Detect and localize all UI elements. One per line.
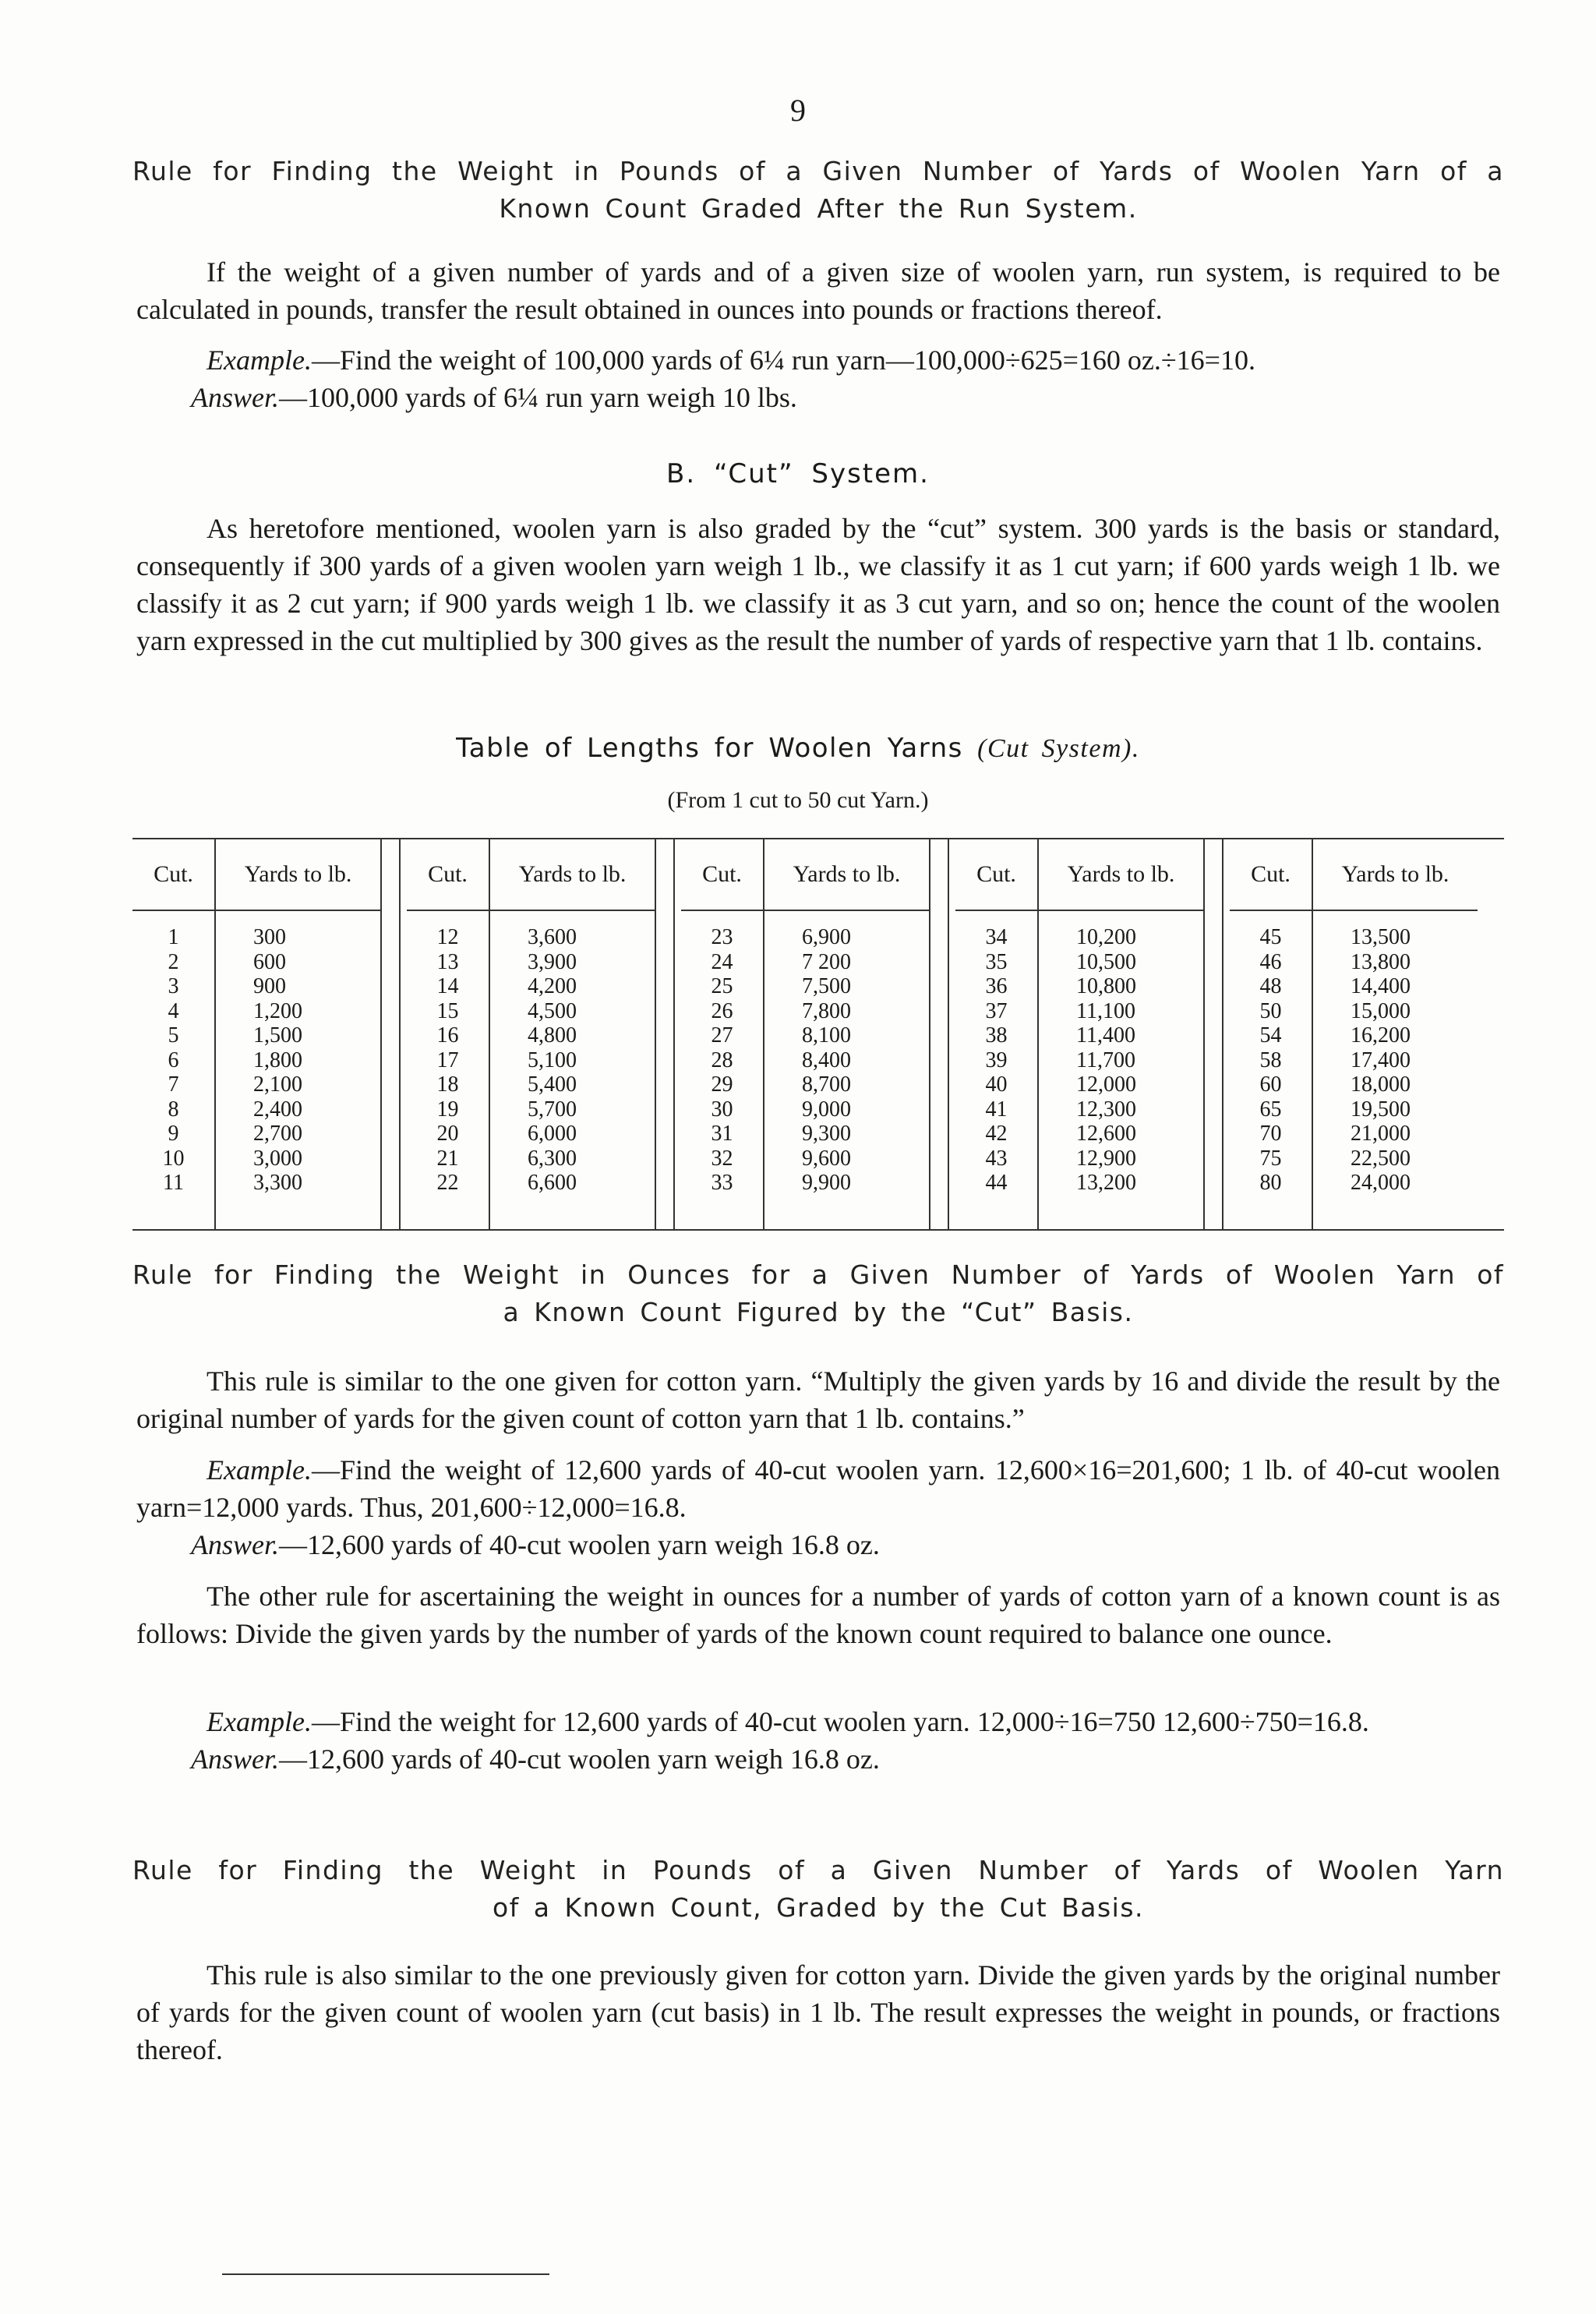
cut-value: 80: [1259, 1171, 1282, 1195]
cut-value: 36: [985, 974, 1008, 998]
cut-value: 11: [163, 1171, 184, 1195]
cut-value: 31: [711, 1122, 733, 1146]
cut-value: 9: [168, 1122, 179, 1146]
table-title: [0, 733, 1596, 764]
yards-value: 1,800: [253, 1047, 302, 1072]
cut-value: 15: [436, 998, 459, 1023]
cut-value: 30: [711, 1097, 733, 1122]
cut-value: 38: [985, 1023, 1008, 1047]
yards-value: 5,100: [528, 1047, 577, 1072]
paragraph-run-system: [136, 253, 1500, 328]
yards-value: 11,700: [1076, 1047, 1135, 1072]
heading-pounds-cut-basis: [132, 1852, 1504, 1927]
yards-value: 4,200: [528, 974, 577, 998]
answer-label: Answer.: [191, 382, 280, 413]
cut-value: 3: [168, 974, 179, 998]
yards-value: 6,600: [528, 1171, 577, 1195]
yards-value: 11,100: [1076, 998, 1135, 1023]
cut-value: 4: [168, 998, 179, 1023]
yards-value: 6,900: [802, 925, 851, 949]
paragraph-text: If the weight of a given number of yards and of a given size of woolen yarn, run system, is required to be calculated in pounds, transfer the result obtained in ounces into pounds or fractions thereof.: [136, 256, 1500, 325]
cut-value: 46: [1259, 949, 1282, 974]
answer-line: [136, 379, 1500, 416]
yards-value: 17,400: [1351, 1047, 1411, 1072]
cut-column: [955, 925, 1037, 1196]
cut-value: 17: [436, 1047, 459, 1072]
yards-value: 3,600: [528, 925, 577, 949]
yards-value: 22,500: [1351, 1146, 1411, 1171]
heading-line-2: a Known Count Figured by the “Cut” Basis.: [503, 1297, 1134, 1327]
cut-value: 35: [985, 949, 1008, 974]
cut-value: 42: [985, 1122, 1008, 1146]
yards-value: 12,300: [1076, 1097, 1136, 1122]
table-group-1: [132, 839, 407, 1229]
yards-value: 600: [253, 949, 286, 974]
cut-value: 27: [711, 1023, 733, 1047]
yards-value: 3,000: [253, 1146, 302, 1171]
heading-line-2: Known Count Graded After the Run System.: [499, 193, 1138, 224]
paragraph-text: This rule is similar to the one given for cotton yarn. “Multiply the given yards by 16 and divide the result by the original number of yards for the given count of cotton yarn that 1 lb. contains.”: [136, 1365, 1500, 1434]
yards-value: 7,800: [802, 998, 851, 1023]
cut-column: [681, 925, 763, 1196]
cut-value: 6: [168, 1047, 179, 1072]
table-title-text: Table of Lengths for Woolen Yarns: [456, 733, 978, 764]
heading-ounces-cut-basis: [132, 1256, 1504, 1331]
cut-column: [407, 925, 489, 1196]
cut-value: 8: [168, 1097, 179, 1122]
cut-value: 5: [168, 1023, 179, 1047]
yards-value: 5,700: [528, 1097, 577, 1122]
yards-value: 3,900: [528, 949, 577, 974]
answer-label: Answer.: [191, 1529, 280, 1560]
yards-value: 16,200: [1351, 1023, 1411, 1047]
paragraph-cut-system: [136, 510, 1500, 659]
yards-value: 21,000: [1351, 1122, 1411, 1146]
answer-text: —12,600 yards of 40-cut woolen yarn weigh 16.8 oz.: [279, 1743, 880, 1775]
yards-column: [802, 925, 919, 1196]
cut-column: [132, 925, 214, 1196]
example-text: —Find the weight of 100,000 yards of 6¼ run yarn—100,000÷625=160 oz.÷16=10.: [311, 344, 1255, 376]
yards-value: 2,700: [253, 1122, 302, 1146]
yards-value: 9,000: [802, 1097, 851, 1122]
cut-value: 2: [168, 949, 179, 974]
cut-value: 60: [1259, 1072, 1282, 1097]
cut-value: 44: [985, 1171, 1008, 1195]
yards-value: 13,800: [1351, 949, 1411, 974]
cut-value: 32: [711, 1146, 733, 1171]
yards-value: 18,000: [1351, 1072, 1411, 1097]
cut-value: 39: [985, 1047, 1008, 1072]
answer-line: [136, 1526, 1500, 1563]
answer-line: [136, 1740, 1500, 1778]
column-header-yards: Yards to lb.: [244, 861, 352, 887]
column-header-cut: Cut.: [1251, 861, 1291, 887]
cut-value: 58: [1259, 1047, 1282, 1072]
column-header-cut: Cut.: [976, 861, 1016, 887]
heading-line-2: of a Known Count, Graded by the Cut Basis.: [492, 1892, 1145, 1923]
example-label: Example.: [207, 1706, 312, 1737]
page-number: 9: [790, 93, 806, 128]
table-group-4: [955, 839, 1230, 1229]
cut-value: 1: [168, 925, 179, 949]
yards-value: 12,900: [1076, 1146, 1136, 1171]
yards-value: 9,300: [802, 1122, 851, 1146]
cut-value: 18: [436, 1072, 459, 1097]
cut-value: 28: [711, 1047, 733, 1072]
cut-value: 33: [711, 1171, 733, 1195]
cut-value: 24: [711, 949, 733, 974]
cut-value: 48: [1259, 974, 1282, 998]
yards-value: 4,800: [528, 1023, 577, 1047]
cut-value: 16: [436, 1023, 459, 1047]
yards-column: [528, 925, 644, 1196]
cut-value: 13: [436, 949, 459, 974]
column-header-yards: Yards to lb.: [793, 861, 901, 887]
paragraph-pounds-rule: [136, 1956, 1500, 2068]
yards-value: 14,400: [1351, 974, 1411, 998]
yards-value: 13,200: [1076, 1171, 1136, 1195]
yards-value: 10,200: [1076, 925, 1136, 949]
cut-value: 10: [162, 1146, 185, 1171]
yards-column: [1351, 925, 1467, 1196]
paragraph-text: This rule is also similar to the one previously given for cotton yarn. Divide the given yards by the original number of yards for the given count of woolen yarn (cut basis) in 1 lb. The result expresses the weight in pounds, or fractions thereof.: [136, 1959, 1500, 2065]
answer-text: —12,600 yards of 40-cut woolen yarn weigh 16.8 oz.: [279, 1529, 880, 1560]
yards-value: 13,500: [1351, 925, 1411, 949]
cut-value: 65: [1259, 1097, 1282, 1122]
cut-value: 41: [985, 1097, 1008, 1122]
heading-line-1: Rule for Finding the Weight in Pounds of a Given Number of Yards of Woolen Yarn: [132, 1855, 1504, 1885]
yards-value: 9,900: [802, 1171, 851, 1195]
cut-value: 14: [436, 974, 459, 998]
footer-rule: [222, 2273, 549, 2275]
heading-run-system-pounds: [132, 153, 1504, 228]
example-label: Example.: [207, 344, 312, 376]
yards-value: 300: [253, 925, 286, 949]
column-header-cut: Cut.: [702, 861, 742, 887]
cut-value: 37: [985, 998, 1008, 1023]
column-header-yards: Yards to lb.: [518, 861, 627, 887]
yards-value: 9,600: [802, 1146, 851, 1171]
paragraph-similar-rule: [136, 1362, 1500, 1437]
yards-value: 2,400: [253, 1097, 302, 1122]
answer-text: —100,000 yards of 6¼ run yarn weigh 10 lbs.: [279, 382, 797, 413]
yards-value: 3,300: [253, 1171, 302, 1195]
column-header-yards: Yards to lb.: [1067, 861, 1175, 887]
cut-value: 40: [985, 1072, 1008, 1097]
table-group-5: [1230, 839, 1504, 1229]
cut-value: 23: [711, 925, 733, 949]
example-ounces: [136, 1451, 1500, 1563]
yards-value: 5,400: [528, 1072, 577, 1097]
yards-value: 12,000: [1076, 1072, 1136, 1097]
cut-value: 70: [1259, 1122, 1282, 1146]
example-text: —Find the weight of 12,600 yards of 40-cut woolen yarn. 12,600×16=201,600; 1 lb. of 40-cut woolen yarn=12,000 yards. Thus, 201,600÷12,000=16.8.: [136, 1454, 1500, 1523]
cut-value: 20: [436, 1122, 459, 1146]
yards-value: 900: [253, 974, 286, 998]
section-title-cut-system: B. “Cut” System.: [666, 458, 930, 489]
yards-value: 19,500: [1351, 1097, 1411, 1122]
yards-value: 4,500: [528, 998, 577, 1023]
yards-value: 24,000: [1351, 1171, 1411, 1195]
yards-value: 1,200: [253, 998, 302, 1023]
yards-value: 8,700: [802, 1072, 851, 1097]
paragraph-text: The other rule for ascertaining the weight in ounces for a number of yards of cotton yarn of a known count is as follows: Divide the given yards by the number of yards of the known count required to balance one ounce.: [136, 1581, 1500, 1649]
example-label: Example.: [207, 1454, 312, 1486]
cut-value: 12: [436, 925, 459, 949]
column-header-cut: Cut.: [428, 861, 468, 887]
example-other-rule: [136, 1703, 1500, 1778]
yards-value: 10,500: [1076, 949, 1136, 974]
yarn-length-table: [132, 838, 1504, 1231]
table-group-2: [407, 839, 681, 1229]
heading-line-1: Rule for Finding the Weight in Ounces for a Given Number of Yards of Woolen Yarn of: [132, 1259, 1504, 1290]
heading-line-1: Rule for Finding the Weight in Pounds of a Given Number of Yards of Woolen Yarn of a: [132, 156, 1504, 186]
cut-value: 50: [1259, 998, 1282, 1023]
paragraph-other-rule: [136, 1577, 1500, 1652]
yards-value: 1,500: [253, 1023, 302, 1047]
cut-column: [1230, 925, 1312, 1196]
yards-value: 11,400: [1076, 1023, 1135, 1047]
column-header-yards: Yards to lb.: [1341, 861, 1449, 887]
yards-value: 12,600: [1076, 1122, 1136, 1146]
yards-column: [1076, 925, 1193, 1196]
cut-value: 45: [1259, 925, 1282, 949]
cut-value: 54: [1259, 1023, 1282, 1047]
yards-value: 15,000: [1351, 998, 1411, 1023]
yards-value: 8,400: [802, 1047, 851, 1072]
table-group-3: [681, 839, 955, 1229]
yards-value: 8,100: [802, 1023, 851, 1047]
cut-value: 29: [711, 1072, 733, 1097]
yards-column: [253, 925, 370, 1196]
column-header-cut: Cut.: [154, 861, 193, 887]
example-line: [136, 341, 1500, 379]
yards-value: 6,000: [528, 1122, 577, 1146]
paragraph-text: As heretofore mentioned, woolen yarn is also graded by the “cut” system. 300 yards is the basis or standard, consequently if 300 yards of a given woolen yarn weigh 1 lb., we classify it as 1 cut yarn; if 600 yards weigh 1 lb. we classify it as 2 cut yarn; if 900 yards weigh 1 lb. we classify it as 3 cut yarn, and so on; hence the count of the woolen yarn expressed in the cut multiplied by 300 gives as the result the number of yards of respective yarn that 1 lb. contains.: [136, 513, 1500, 656]
cut-value: 7: [168, 1072, 179, 1097]
answer-label: Answer.: [191, 1743, 280, 1775]
example-run-system: [136, 341, 1500, 416]
cut-value: 25: [711, 974, 733, 998]
table-source-note: (From 1 cut to 50 cut Yarn.): [667, 787, 929, 813]
example-text: —Find the weight for 12,600 yards of 40-cut woolen yarn. 12,000÷16=750 12,600÷750=16.8.: [311, 1706, 1369, 1737]
yards-value: 10,800: [1076, 974, 1136, 998]
yards-value: 2,100: [253, 1072, 302, 1097]
cut-value: 21: [436, 1146, 459, 1171]
cut-value: 43: [985, 1146, 1008, 1171]
yards-value: 7 200: [802, 949, 851, 974]
yards-value: 7,500: [802, 974, 851, 998]
cut-value: 34: [985, 925, 1008, 949]
cut-value: 19: [436, 1097, 459, 1122]
table-title-italic: (Cut System).: [977, 734, 1140, 763]
cut-value: 75: [1259, 1146, 1282, 1171]
cut-value: 26: [711, 998, 733, 1023]
yards-value: 6,300: [528, 1146, 577, 1171]
cut-value: 22: [436, 1171, 459, 1195]
